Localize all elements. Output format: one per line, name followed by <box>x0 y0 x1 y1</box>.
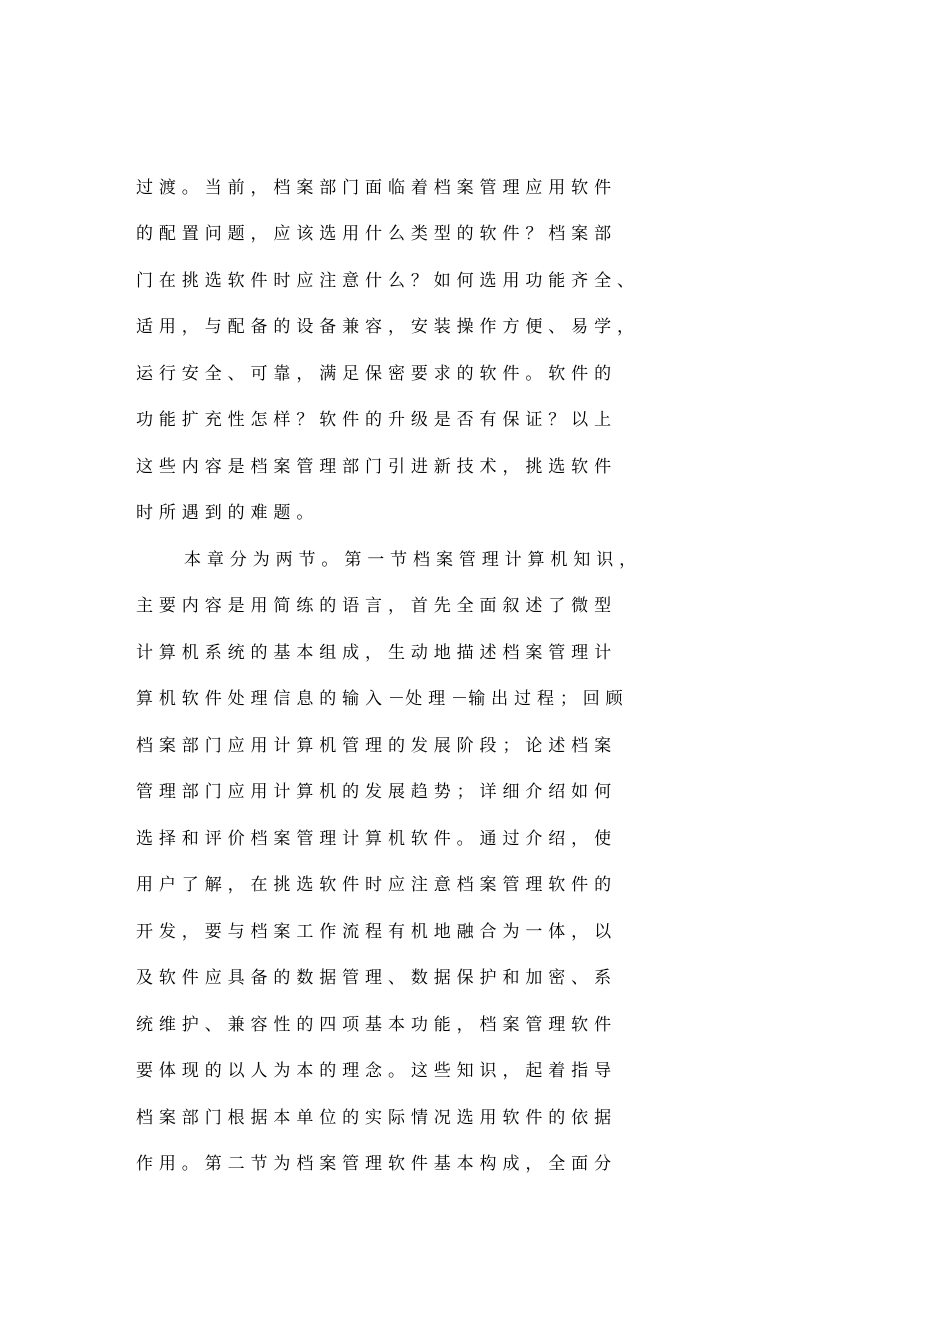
text-line-14: 管 理 部 门 应 用 计 算 机 的 发 展 趋 势 ； 详 细 介 绍 如 何 <box>136 782 612 802</box>
text-line-17: 开 发 ， 要 与 档 案 工 作 流 程 有 机 地 融 合 为 一 体 ， 以 <box>136 922 612 942</box>
text-line-13: 档 案 部 门 应 用 计 算 机 管 理 的 发 展 阶 段 ； 论 述 档 案 <box>136 736 612 756</box>
text-line-21: 档 案 部 门 根 据 本 单 位 的 实 际 情 况 选 用 软 件 的 依 据 <box>136 1108 612 1128</box>
text-line-2: 的 配 置 问 题 ， 应 该 选 用 什 么 类 型 的 软 件 ？ 档 案 部 <box>136 224 612 244</box>
text-line-5: 运 行 安 全 、 可 靠 ， 满 足 保 密 要 求 的 软 件 。 软 件 的 <box>136 364 612 384</box>
text-line-11: 计 算 机 系 统 的 基 本 组 成 ， 生 动 地 描 述 档 案 管 理 计 <box>136 643 612 663</box>
text-line-15: 选 择 和 评 价 档 案 管 理 计 算 机 软 件 。 通 过 介 绍 ， 使 <box>136 829 612 849</box>
text-line-20: 要 体 现 的 以 人 为 本 的 理 念 。 这 些 知 识 ， 起 着 指 导 <box>136 1061 612 1081</box>
text-line-1: 过 渡 。 当 前 ， 档 案 部 门 面 临 着 档 案 管 理 应 用 软 件 <box>136 178 612 198</box>
text-line-19: 统 维 护 、 兼 容 性 的 四 项 基 本 功 能 ， 档 案 管 理 软 件 <box>136 1015 612 1035</box>
text-line-3: 门 在 挑 选 软 件 时 应 注 意 什 么 ？ 如 何 选 用 功 能 齐 全 、 <box>136 271 635 291</box>
text-line-4: 适 用 ， 与 配 备 的 设 备 兼 容 ， 安 装 操 作 方 便 、 易 学 ， <box>136 317 635 337</box>
text-line-8: 时 所 遇 到 的 难 题 。 <box>136 503 314 523</box>
text-line-6: 功 能 扩 充 性 怎 样 ？ 软 件 的 升 级 是 否 有 保 证 ？ 以 上 <box>136 410 612 430</box>
text-line-16: 用 户 了 解 ， 在 挑 选 软 件 时 应 注 意 档 案 管 理 软 件 的 <box>136 875 612 895</box>
text-line-9: 本 章 分 为 两 节 。 第 一 节 档 案 管 理 计 算 机 知 识 ， <box>184 550 637 570</box>
text-line-18: 及 软 件 应 具 备 的 数 据 管 理 、 数 据 保 护 和 加 密 、 系 <box>136 968 612 988</box>
text-line-22: 作 用 。 第 二 节 为 档 案 管 理 软 件 基 本 构 成 ， 全 面 分 <box>136 1154 612 1174</box>
text-line-12: 算 机 软 件 处 理 信 息 的 输 入 －处 理 －输 出 过 程 ； 回 顾 <box>136 689 623 709</box>
text-line-7: 这 些 内 容 是 档 案 管 理 部 门 引 进 新 技 术 ， 挑 选 软 件 <box>136 457 612 477</box>
text-line-10: 主 要 内 容 是 用 简 练 的 语 言 ， 首 先 全 面 叙 述 了 微 型 <box>136 596 612 616</box>
